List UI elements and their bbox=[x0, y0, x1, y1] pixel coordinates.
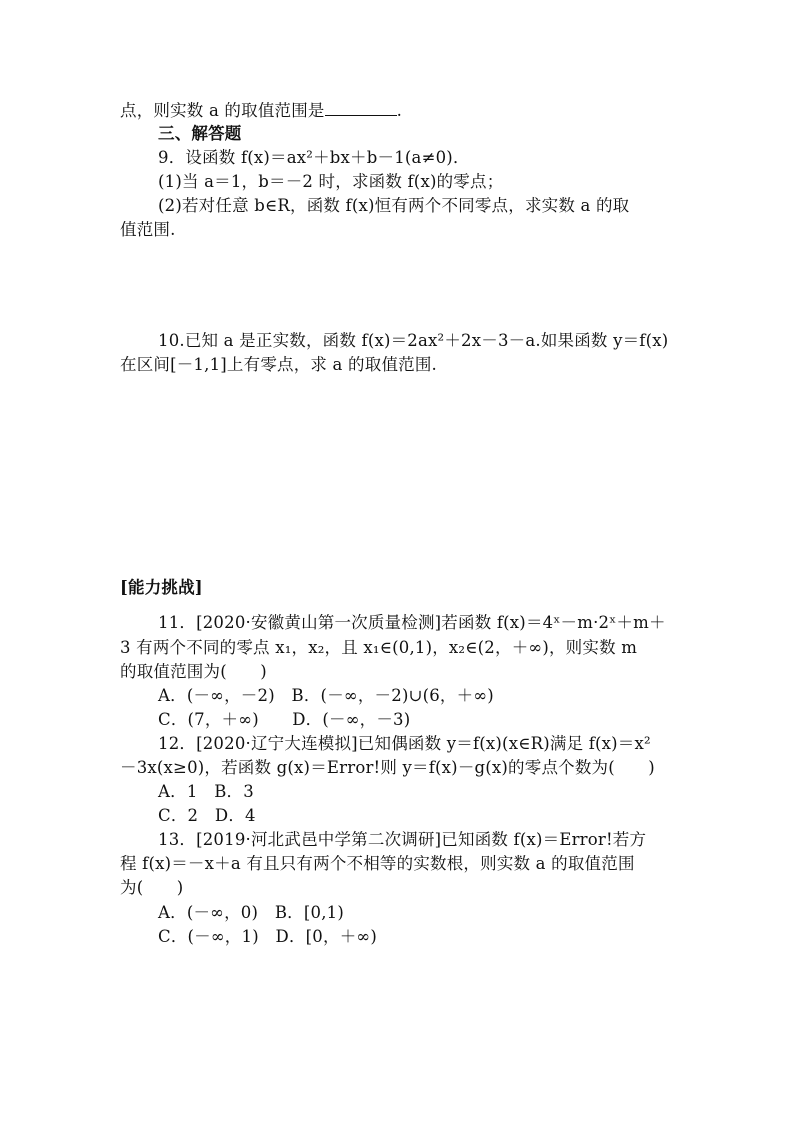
q8-tail-text: 点，则实数 a 的取值范围是 bbox=[120, 101, 325, 120]
q13-options-ab: A．(－∞，0) B．[0,1) bbox=[158, 903, 344, 922]
q9-part2: (2)若对任意 b∈R，函数 f(x)恒有两个不同零点，求实数 a 的取 bbox=[158, 196, 630, 215]
q8-tail-line bbox=[120, 100, 402, 122]
section-heading-challenge: [能力挑战] bbox=[120, 578, 203, 597]
answer-blank[interactable] bbox=[325, 101, 397, 116]
q9-part2-cont: 值范围. bbox=[120, 220, 176, 239]
q12-stem: 12．[2020·辽宁大连模拟]已知偶函数 y＝f(x)(x∈R)满足 f(x)＝x² bbox=[158, 734, 651, 753]
q8-tail-period: . bbox=[396, 101, 403, 120]
q11-stem: 11．[2020·安徽黄山第一次质量检测]若函数 f(x)＝4ˣ－m·2ˣ＋m＋ bbox=[158, 613, 666, 632]
section-heading-answers: 三、解答题 bbox=[158, 124, 242, 143]
q12-options-cd: C．2 D．4 bbox=[158, 806, 256, 825]
q11-stem-cont1: 3 有两个不同的零点 x₁，x₂，且 x₁∈(0,1)，x₂∈(2，＋∞)，则实数 m bbox=[120, 638, 638, 657]
q13-stem: 13．[2019·河北武邑中学第二次调研]已知函数 f(x)＝Error!若方 bbox=[158, 830, 647, 849]
q10-stem: 10.已知 a 是正实数，函数 f(x)＝2ax²＋2x－3－a.如果函数 y＝f(x) bbox=[158, 331, 669, 350]
q10-stem-cont: 在区间[－1,1]上有零点，求 a 的取值范围. bbox=[120, 355, 437, 374]
q12-options-ab: A．1 B．3 bbox=[158, 782, 254, 801]
q13-options-cd: C．(－∞，1) D．[0，＋∞) bbox=[158, 927, 377, 946]
q13-stem-cont1: 程 f(x)＝－x＋a 有且只有两个不相等的实数根，则实数 a 的取值范围 bbox=[120, 854, 635, 873]
q11-options-ab: A．(－∞，－2) B．(－∞，－2)∪(6，＋∞) bbox=[158, 686, 494, 705]
q12-stem-cont: －3x(x≥0)，若函数 g(x)＝Error!则 y＝f(x)－g(x)的零点个数为( ) bbox=[120, 758, 655, 777]
q11-options-cd: C．(7，＋∞) D．(－∞，－3) bbox=[158, 710, 411, 729]
q9-part1: (1)当 a＝1，b＝－2 时，求函数 f(x)的零点； bbox=[158, 172, 504, 191]
q13-stem-cont2: 为( ) bbox=[120, 878, 184, 897]
q11-stem-cont2: 的取值范围为( ) bbox=[120, 662, 267, 681]
q9-stem: 9．设函数 f(x)＝ax²＋bx＋b－1(a≠0)． bbox=[158, 148, 470, 167]
